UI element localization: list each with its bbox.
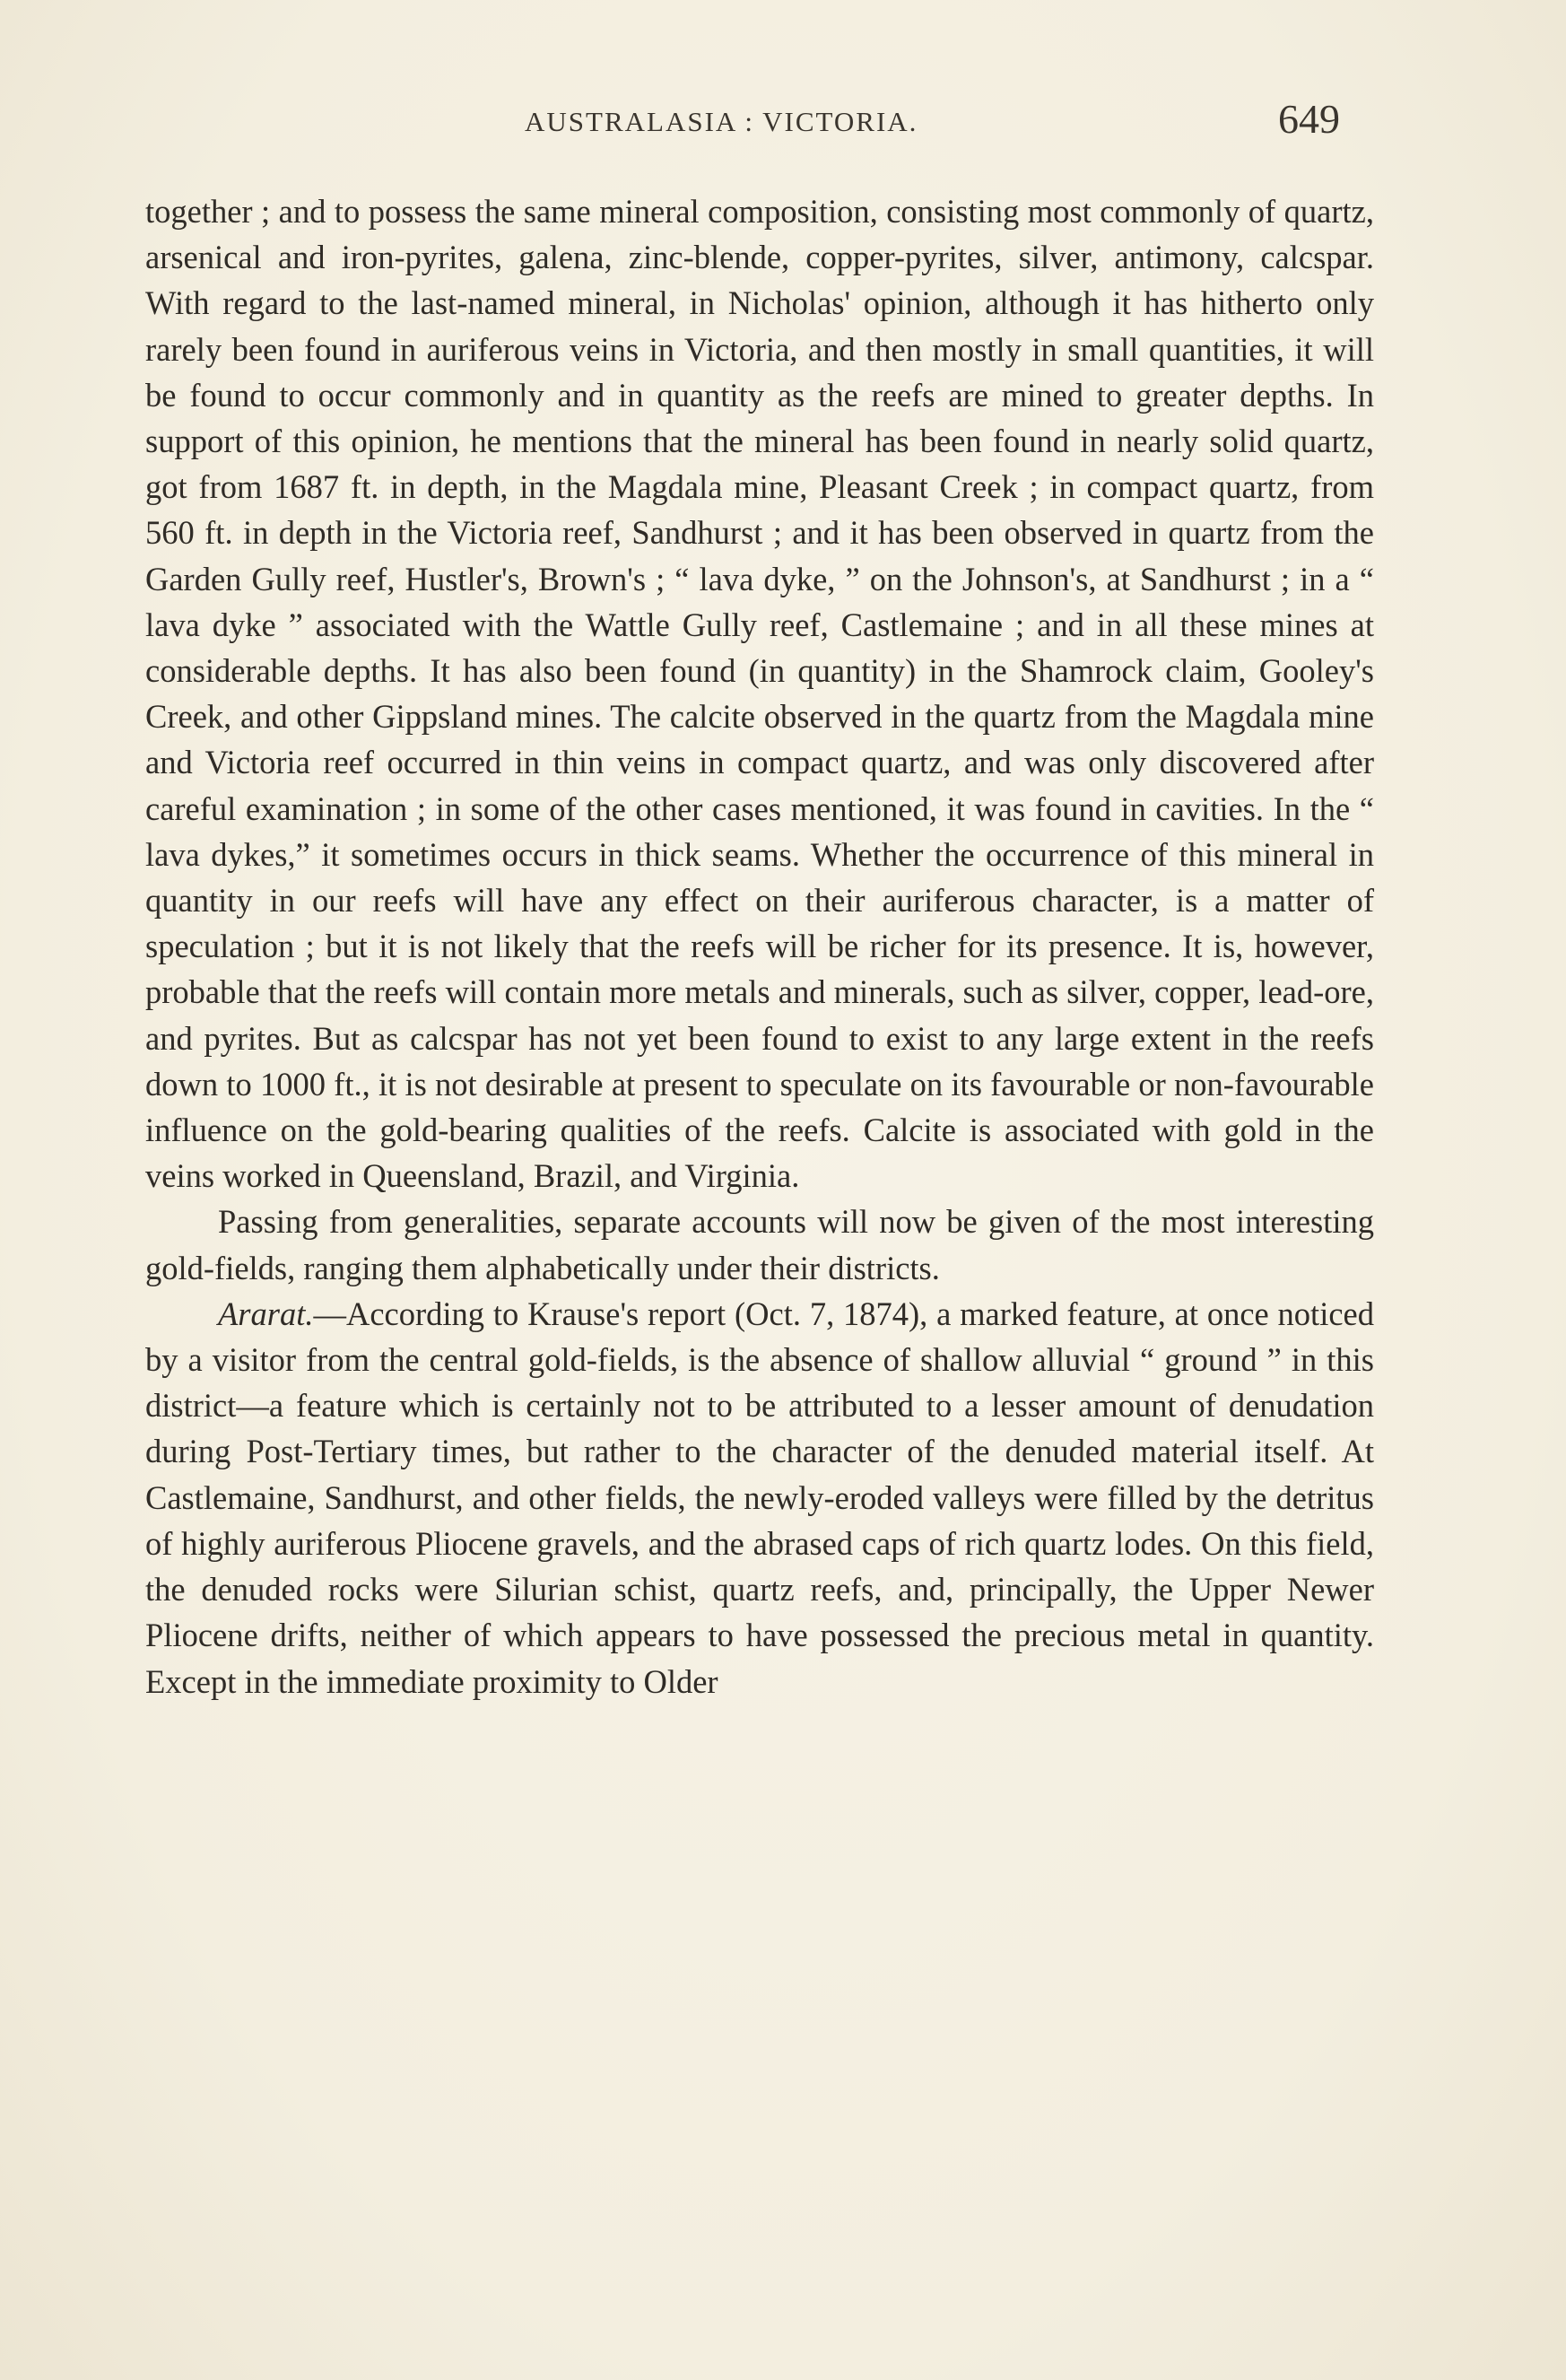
paragraph-ararat-text: —According to Krause's report (Oct. 7, 1874), a marked feature, at once noticed by a visitor from the central gold-fields, is the absence of shallow alluvial “ ground ” in this district—a feature which is certainly not to be attributed to a lesser amount of denudation during Post-Tertiary times, but rather to the character of the denuded material itself. At Castlemaine, Sandhurst, and other fields, the newly-eroded valleys were filled by the detritus of highly auriferous Pliocene gravels, and the abrased caps of rich quartz lodes. On this field, the denuded rocks were Silurian schist, quartz reefs, and, principally, the Upper Newer Pliocene drifts, neither of which appears to have possessed the precious metal in quantity. Except in the immediate proximity to Older [145,1295,1374,1700]
page-number: 649 [1278,96,1340,142]
section-heading-ararat: Ararat. [218,1295,314,1332]
paragraph-calcspar: together ; and to possess the same mineral composition, consisting most commonly of quartz, arsenical and iron-pyrites, galena, zinc-blende, copper-pyrites, silver, antimony, calcspar. With regard to the last-named mineral, in Nicholas' opinion, although it has hitherto only rarely been found in auriferous veins in Victoria, and then mostly in small quantities, it will be found to occur commonly and in quantity as the reefs are mined to greater depths. In support of this opinion, he mentions that the mineral has been found in nearly solid quartz, got from 1687 ft. in depth, in the Magdala mine, Pleasant Creek ; in compact quartz, from 560 ft. in depth in the Victoria reef, Sandhurst ; and it has been observed in quartz from the Garden Gully reef, Hustler's, Brown's ; “ lava dyke, ” on the Johnson's, at Sandhurst ; in a “ lava dyke ” associated with the Wattle Gully reef, Castlemaine ; and in all these mines at considerable depths. It has also been found (in quantity) in the Shamrock claim, Gooley's Creek, and other Gippsland mines. The calcite observed in the quartz from the Magdala mine and Victoria reef occurred in thin veins in compact quartz, and was only discovered after careful examination ; in some of the other cases mentioned, it was found in cavities. In the “ lava dykes,” it sometimes occurs in thick seams. Whether the occurrence of this mineral in quantity in our reefs will have any effect on their auriferous character, is a matter of speculation ; but it is not likely that the reefs will be richer for its presence. It is, however, probable that the reefs will contain more metals and minerals, such as silver, copper, lead-ore, and pyrites. But as calcspar has not yet been found to exist to any large extent in the reefs down to 1000 ft., it is not desirable at present to speculate on its favourable or non-favourable influence on the gold-bearing qualities of the reefs. Calcite is associated with gold in the veins worked in Queensland, Brazil, and Virginia. [145,193,1374,1195]
paragraph-passing-from-generalities: Passing from generalities, separate accounts will now be given of the most interesting gold-fields, ranging them alphabetically under their districts. [145,1203,1374,1286]
running-head: AUSTRALASIA : VICTORIA. [525,106,918,137]
body-text [145,188,1374,1704]
paragraph-ararat [145,1291,1374,1704]
